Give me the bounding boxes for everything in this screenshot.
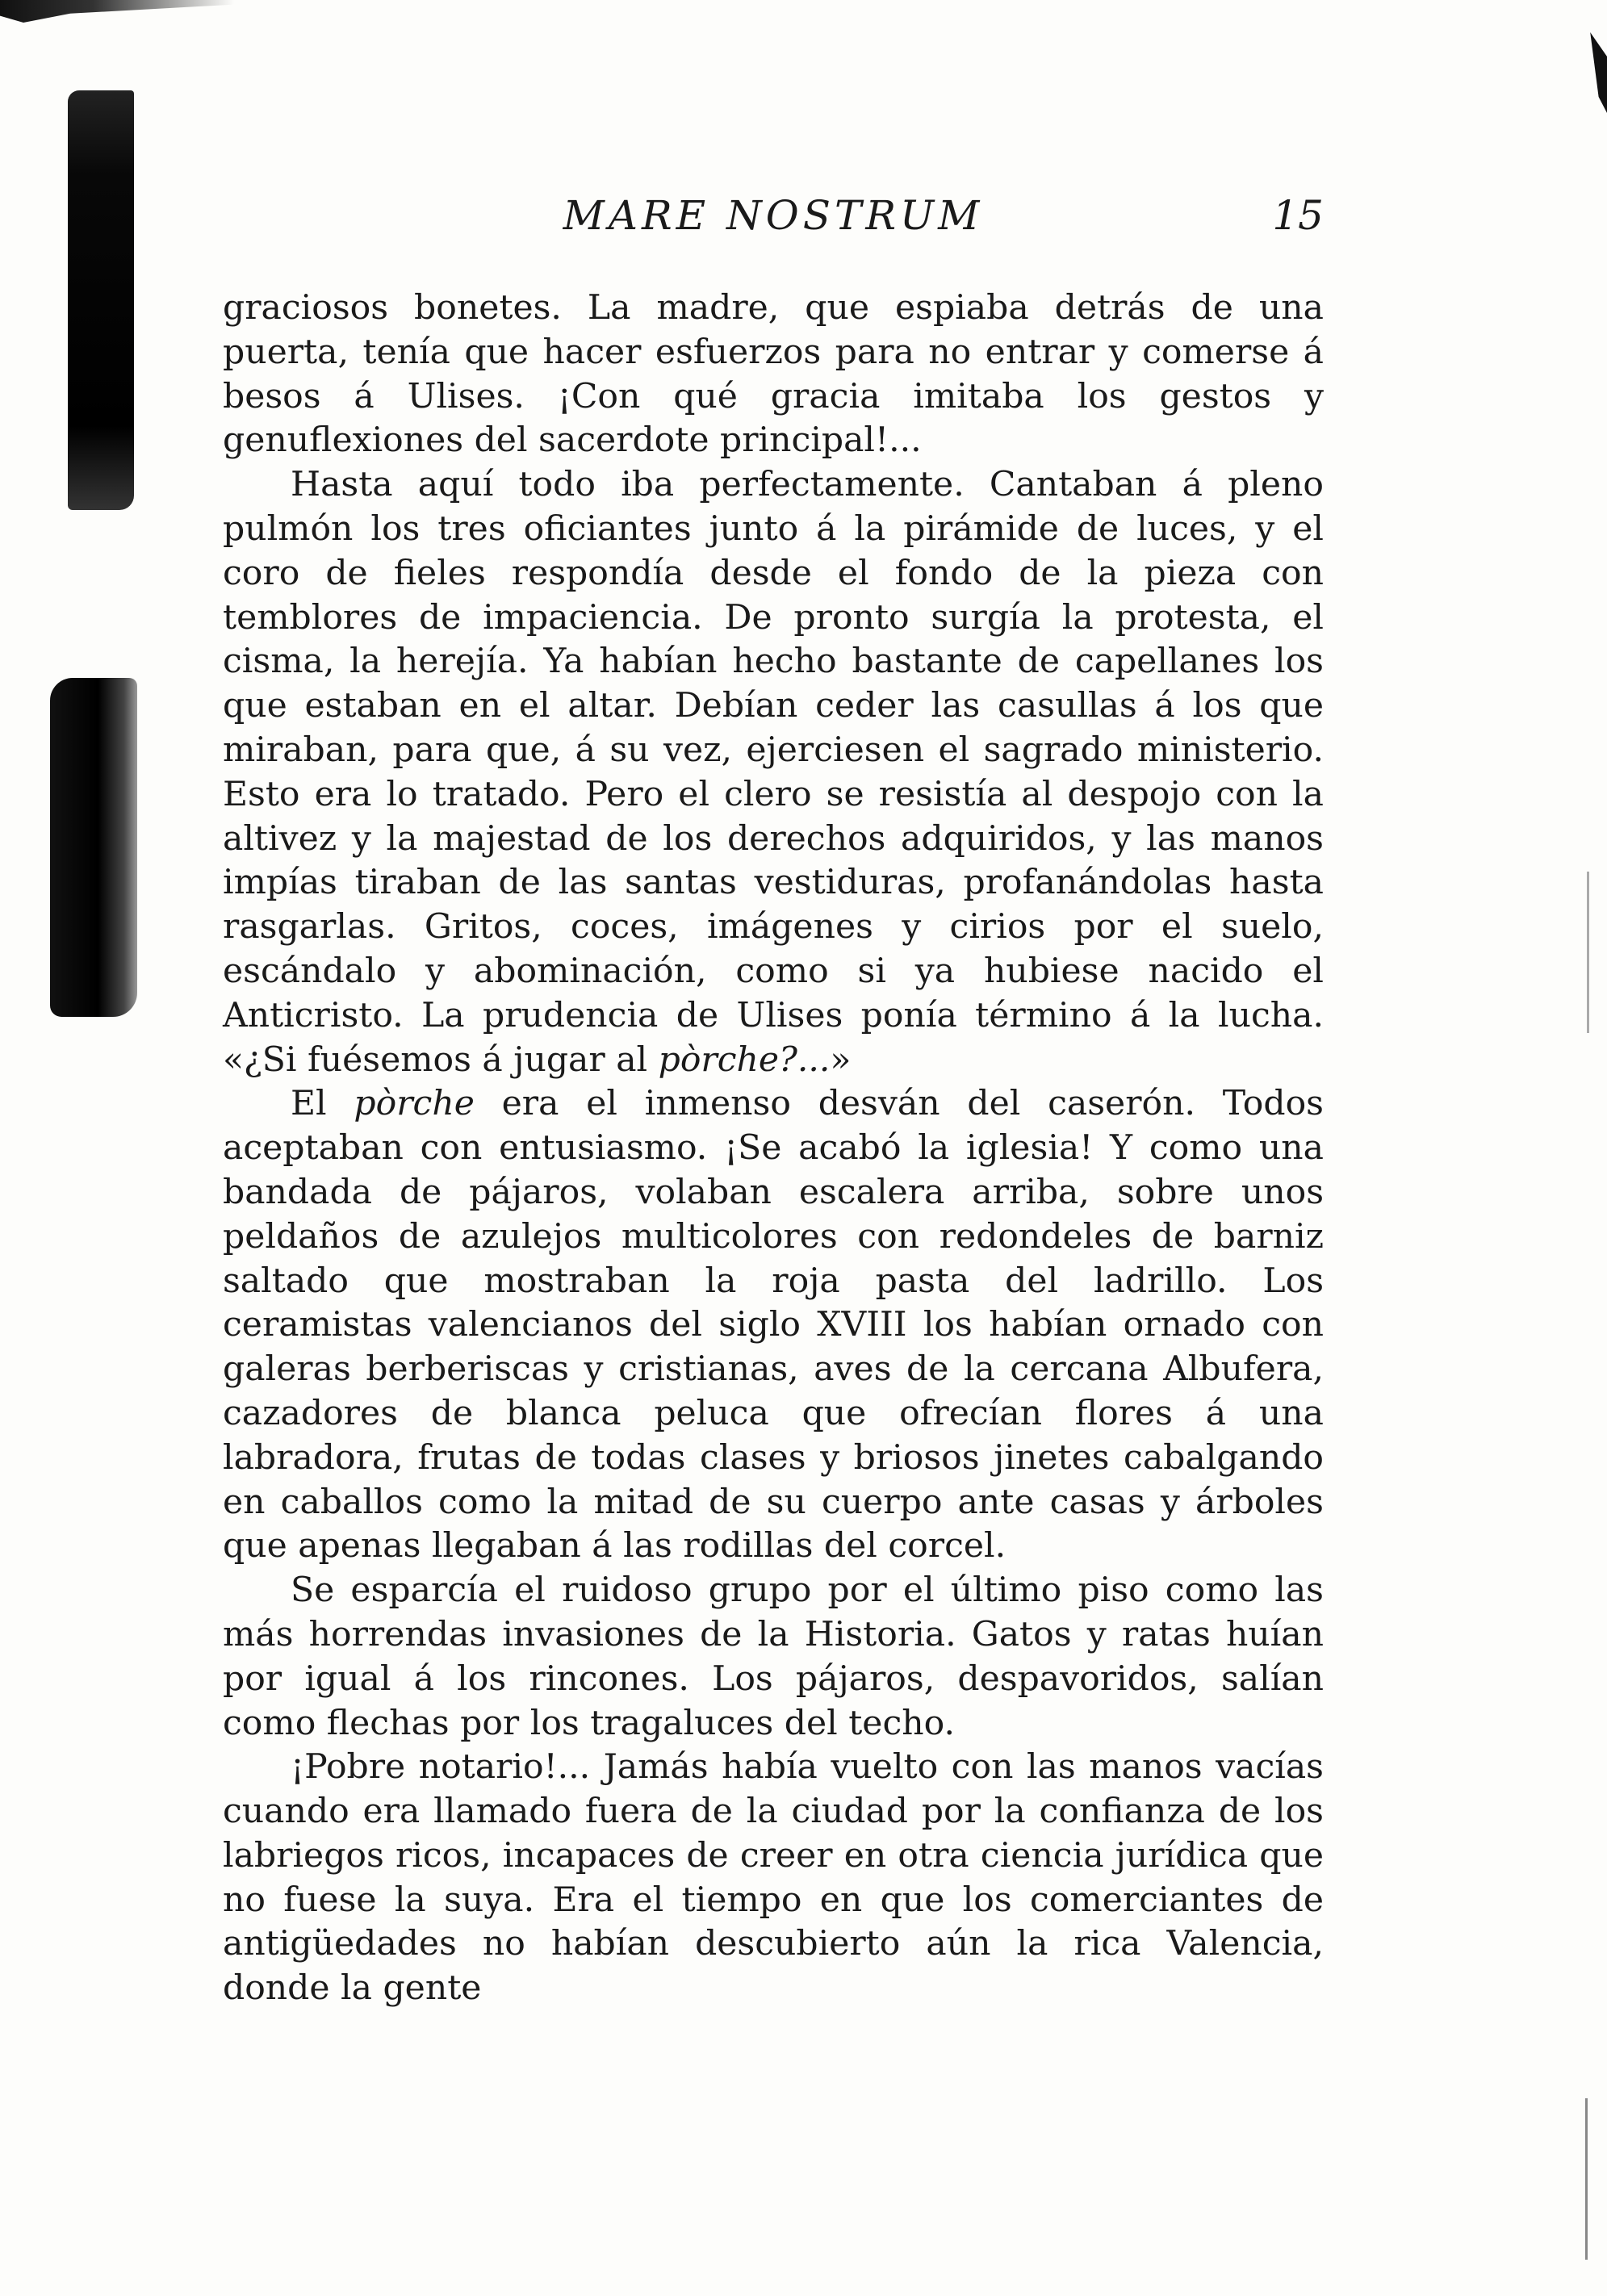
paragraph: [223, 1569, 1324, 1746]
italic-word: pòrche: [354, 1084, 475, 1124]
paragraph-text: era el inmenso desván del caserón. Todos aceptaban con entusiasmo. ¡Se acabó la iglesia! Y como una bandada de pájaros, volaban escalera arriba, sobre unos peldaños de azulejos multicolores con redondeles de barniz saltado que mostraban la roja pasta del ladrillo. Los ceramistas valencianos del siglo XVIII los habían ornado con galeras berberiscas y cristianas, aves de la cercana Albufera, cazadores de blanca peluca que ofrecían flores á una labradora, frutas de todas clases y briosos jinetes cabalgando en caballos como la mitad de su cuerpo ante casas y árboles que apenas llegaban á las rodillas del corcel.: [223, 1084, 1324, 1566]
paragraph-text: Hasta aquí todo iba perfectamente. Cantaban á pleno pulmón los tres oficiantes junto á la pirámide de luces, y el coro de fieles respondía desde el fondo de la pieza con temblores de impaciencia. De pronto surgía la protesta, el cisma, la herejía. Ya habían hecho bastante de capellanes los que estaban en el altar. Debían ceder las casullas á los que miraban, para que, á su vez, ejerciesen el sagrado ministerio. Esto era lo tratado. Pero el clero se resistía al despojo con la altivez y la majestad de los derechos adquiridos, y las manos impías tiraban de las santas vestiduras, profanándolas hasta rasgarlas. Gritos, coces, imágenes y cirios por el suelo, escándalo y abominación, como si ya hubiese nacido el Anticristo. La prudencia de Ulises ponía término á la lucha. «¿Si fuésemos á jugar al: [223, 465, 1324, 1080]
italic-word: pòrche?...: [658, 1039, 831, 1080]
paragraph: [223, 463, 1324, 1082]
scan-binding-shadow-bottom: [50, 678, 137, 1017]
scan-edge-mark: [0, 0, 234, 23]
paragraph-text: graciosos bonetes. La madre, que espiaba detrás de una puerta, tenía que hacer esfuerzos para no entrar y comerse á besos á Ulises. ¡Con qué gracia imitaba los gestos y genuflexiones del sacerdote principal!...: [223, 288, 1324, 461]
paragraph-text: Se esparcía el ruidoso grupo por el último piso como las más horrendas invasiones de la Historia. Gatos y ratas huían por igual á los rincones. Los pájaros, despavoridos, salían como flechas por los tragaluces del techo.: [223, 1570, 1324, 1743]
scan-edge-line: [1587, 872, 1589, 1033]
paragraph-text: ¡Pobre notario!... Jamás había vuelto con las manos vacías cuando era llamado fuera de la ciudad por la confianza de los labriegos ricos, incapaces de creer en otra ciencia jurídica que no fuese la suya. Era el tiempo en que los comerciantes de antigüedades no habían descubierto aún la rica Valencia, donde la gente: [223, 1747, 1324, 2009]
scan-edge-line-bottom: [1585, 2098, 1588, 2260]
scan-corner-mark: [1586, 32, 1607, 113]
body-text: [223, 286, 1324, 2011]
closing-quote: »: [830, 1039, 852, 1080]
book-title: MARE NOSTRUM: [563, 192, 984, 239]
running-head: [223, 192, 1324, 265]
scan-binding-shadow-top: [68, 90, 134, 510]
paragraph-text-lead: El: [291, 1084, 354, 1124]
paragraph: [223, 1082, 1324, 1569]
paragraph: [223, 286, 1324, 463]
page-number: 15: [1272, 192, 1324, 239]
paragraph: [223, 1746, 1324, 2011]
